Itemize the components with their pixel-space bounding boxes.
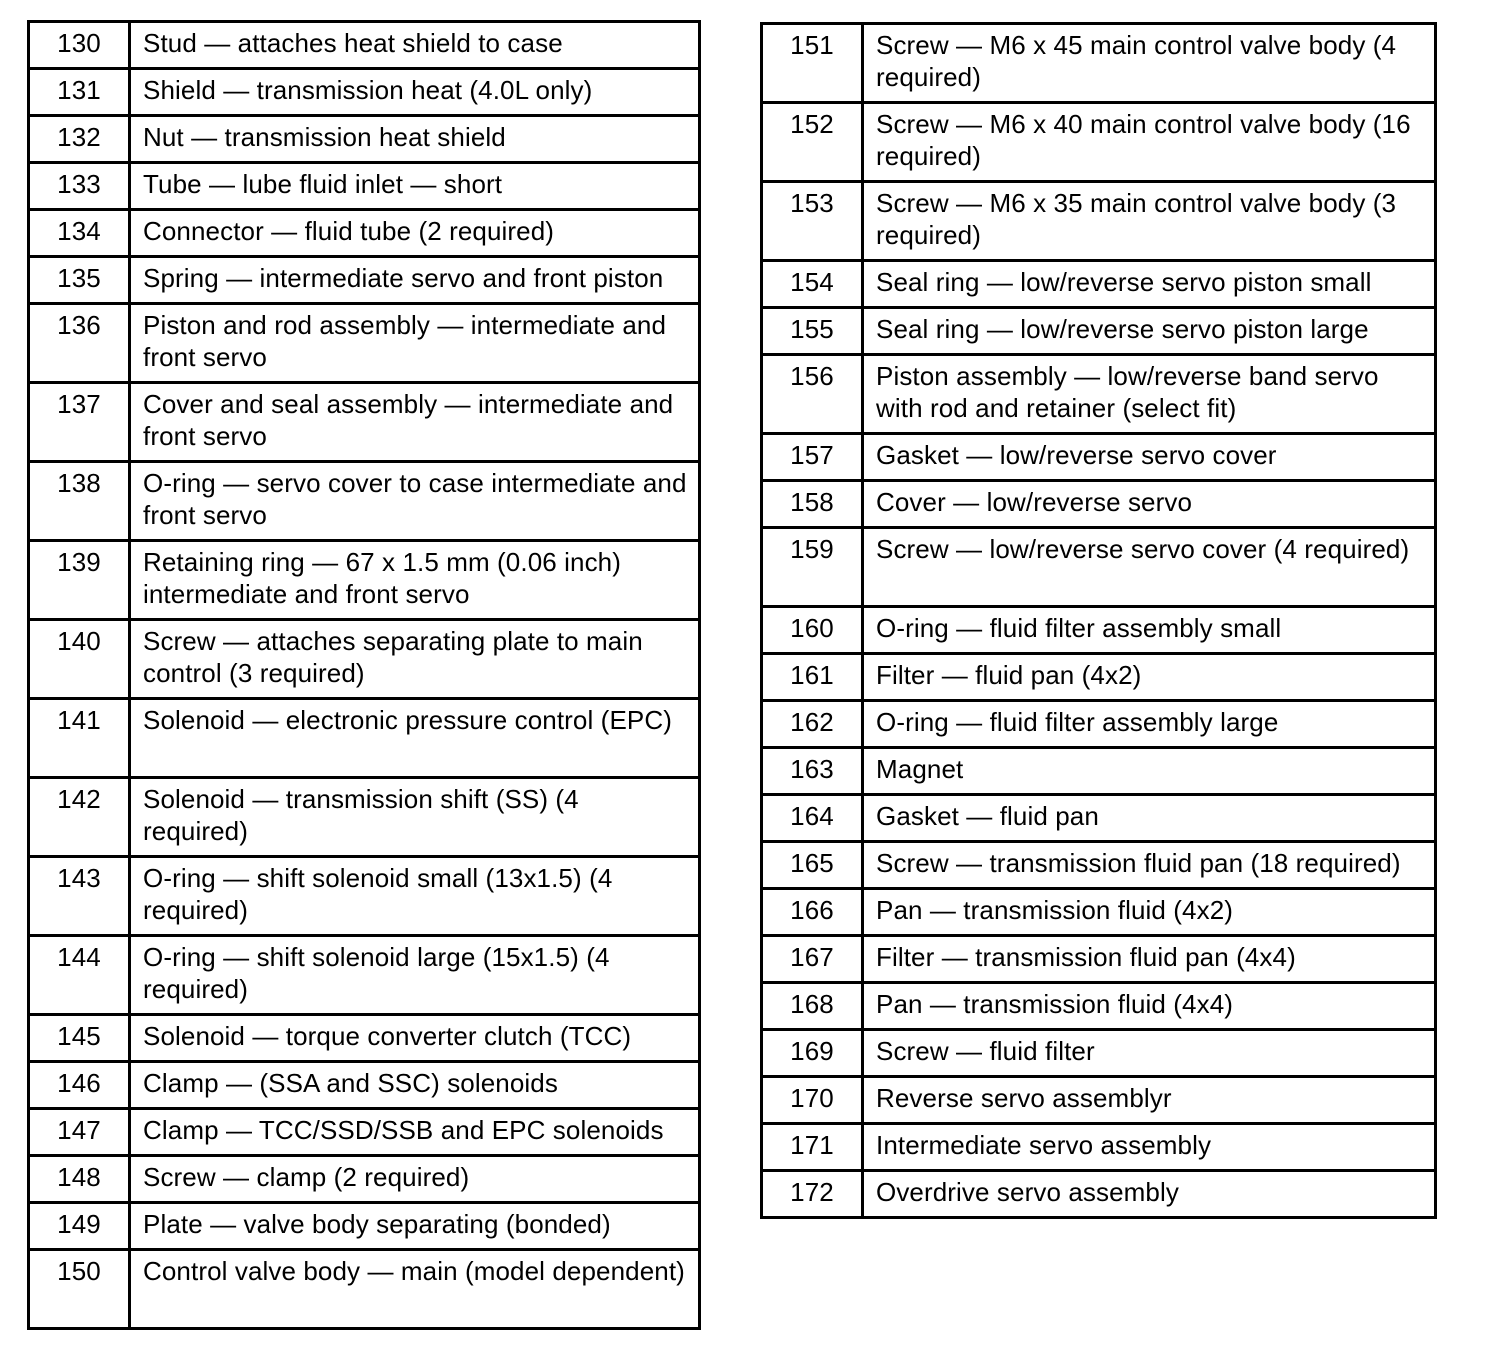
part-number: 152: [762, 103, 863, 182]
parts-table-right: [760, 22, 1437, 1219]
table-row: [762, 1124, 1436, 1171]
table-row: [762, 748, 1436, 795]
table-row: [762, 261, 1436, 308]
part-description: Nut — transmission heat shield: [130, 116, 700, 163]
part-number: 130: [29, 22, 130, 69]
part-description: Piston assembly — low/reverse band servo with rod and retainer (select fit): [863, 355, 1436, 434]
table-row: [29, 1015, 700, 1062]
part-number: 151: [762, 24, 863, 103]
table-row: [762, 795, 1436, 842]
table-row: [29, 383, 700, 462]
part-number: 155: [762, 308, 863, 355]
part-number: 164: [762, 795, 863, 842]
table-row: [29, 210, 700, 257]
part-number: 138: [29, 462, 130, 541]
part-number: 162: [762, 701, 863, 748]
part-description: Screw — M6 x 35 main control valve body (3 required): [863, 182, 1436, 261]
part-number: 171: [762, 1124, 863, 1171]
part-description: Screw — M6 x 40 main control valve body (16 required): [863, 103, 1436, 182]
table-row: [29, 620, 700, 699]
part-number: 169: [762, 1030, 863, 1077]
part-description: Stud — attaches heat shield to case: [130, 22, 700, 69]
part-description: Filter — transmission fluid pan (4x4): [863, 936, 1436, 983]
part-description: Solenoid — electronic pressure control (EPC): [130, 699, 700, 778]
table-row: [29, 116, 700, 163]
part-description: Spring — intermediate servo and front piston: [130, 257, 700, 304]
part-description: Clamp — TCC/SSD/SSB and EPC solenoids: [130, 1109, 700, 1156]
part-description: Gasket — low/reverse servo cover: [863, 434, 1436, 481]
table-row: [29, 304, 700, 383]
part-description: Shield — transmission heat (4.0L only): [130, 69, 700, 116]
part-number: 172: [762, 1171, 863, 1218]
table-row: [29, 1156, 700, 1203]
part-number: 131: [29, 69, 130, 116]
table-row: [762, 842, 1436, 889]
part-description: Screw — transmission fluid pan (18 required): [863, 842, 1436, 889]
part-number: 170: [762, 1077, 863, 1124]
table-row: [29, 857, 700, 936]
table-row: [29, 22, 700, 69]
part-description: Tube — lube fluid inlet — short: [130, 163, 700, 210]
part-number: 159: [762, 528, 863, 607]
table-row: [29, 257, 700, 304]
table-row: [762, 182, 1436, 261]
table-row: [29, 1062, 700, 1109]
part-description: Pan — transmission fluid (4x4): [863, 983, 1436, 1030]
part-number: 158: [762, 481, 863, 528]
part-number: 136: [29, 304, 130, 383]
table-row: [762, 528, 1436, 607]
part-description: Gasket — fluid pan: [863, 795, 1436, 842]
part-description: Seal ring — low/reverse servo piston small: [863, 261, 1436, 308]
table-row: [762, 701, 1436, 748]
part-number: 156: [762, 355, 863, 434]
part-number: 142: [29, 778, 130, 857]
table-row: [762, 607, 1436, 654]
table-row: [29, 69, 700, 116]
table-row: [762, 434, 1436, 481]
part-description: Connector — fluid tube (2 required): [130, 210, 700, 257]
table-row: [762, 983, 1436, 1030]
part-number: 133: [29, 163, 130, 210]
part-number: 168: [762, 983, 863, 1030]
part-number: 167: [762, 936, 863, 983]
part-description: Solenoid — torque converter clutch (TCC): [130, 1015, 700, 1062]
table-row: [29, 462, 700, 541]
table-row: [29, 1250, 700, 1329]
part-number: 143: [29, 857, 130, 936]
part-description: Control valve body — main (model dependent): [130, 1250, 700, 1329]
table-row: [762, 889, 1436, 936]
part-description: O-ring — fluid filter assembly small: [863, 607, 1436, 654]
part-number: 137: [29, 383, 130, 462]
part-number: 139: [29, 541, 130, 620]
part-number: 148: [29, 1156, 130, 1203]
part-description: Overdrive servo assembly: [863, 1171, 1436, 1218]
part-number: 134: [29, 210, 130, 257]
part-number: 150: [29, 1250, 130, 1329]
part-description: Pan — transmission fluid (4x2): [863, 889, 1436, 936]
part-number: 140: [29, 620, 130, 699]
table-row: [29, 936, 700, 1015]
part-number: 135: [29, 257, 130, 304]
part-description: Screw — low/reverse servo cover (4 required): [863, 528, 1436, 607]
table-row: [762, 481, 1436, 528]
table-row: [29, 1109, 700, 1156]
table-row: [29, 1203, 700, 1250]
part-description: Solenoid — transmission shift (SS) (4 required): [130, 778, 700, 857]
part-description: O-ring — fluid filter assembly large: [863, 701, 1436, 748]
table-row: [29, 541, 700, 620]
part-description: Retaining ring — 67 x 1.5 mm (0.06 inch) intermediate and front servo: [130, 541, 700, 620]
part-description: Piston and rod assembly — intermediate and front servo: [130, 304, 700, 383]
table-row: [29, 778, 700, 857]
part-description: Seal ring — low/reverse servo piston large: [863, 308, 1436, 355]
part-description: Cover — low/reverse servo: [863, 481, 1436, 528]
table-row: [762, 936, 1436, 983]
part-description: Plate — valve body separating (bonded): [130, 1203, 700, 1250]
part-description: Cover and seal assembly — intermediate and front servo: [130, 383, 700, 462]
part-number: 146: [29, 1062, 130, 1109]
table-row: [762, 308, 1436, 355]
part-description: Reverse servo assemblyr: [863, 1077, 1436, 1124]
part-description: Screw — clamp (2 required): [130, 1156, 700, 1203]
part-number: 161: [762, 654, 863, 701]
part-number: 141: [29, 699, 130, 778]
part-number: 163: [762, 748, 863, 795]
part-number: 144: [29, 936, 130, 1015]
part-number: 157: [762, 434, 863, 481]
part-description: Screw — M6 x 45 main control valve body (4 required): [863, 24, 1436, 103]
table-row: [762, 654, 1436, 701]
part-number: 145: [29, 1015, 130, 1062]
part-number: 165: [762, 842, 863, 889]
table-row: [29, 699, 700, 778]
part-description: O-ring — shift solenoid large (15x1.5) (4 required): [130, 936, 700, 1015]
part-description: O-ring — shift solenoid small (13x1.5) (4 required): [130, 857, 700, 936]
part-description: Screw — attaches separating plate to main control (3 required): [130, 620, 700, 699]
part-number: 153: [762, 182, 863, 261]
table-row: [762, 355, 1436, 434]
part-number: 154: [762, 261, 863, 308]
table-row: [29, 163, 700, 210]
table-row: [762, 1030, 1436, 1077]
part-number: 160: [762, 607, 863, 654]
part-number: 149: [29, 1203, 130, 1250]
parts-table-left: [27, 20, 701, 1330]
part-number: 166: [762, 889, 863, 936]
part-description: Intermediate servo assembly: [863, 1124, 1436, 1171]
table-row: [762, 103, 1436, 182]
part-number: 132: [29, 116, 130, 163]
part-description: Filter — fluid pan (4x2): [863, 654, 1436, 701]
table-row: [762, 24, 1436, 103]
part-description: Screw — fluid filter: [863, 1030, 1436, 1077]
part-number: 147: [29, 1109, 130, 1156]
table-row: [762, 1171, 1436, 1218]
part-description: O-ring — servo cover to case intermediate and front servo: [130, 462, 700, 541]
table-row: [762, 1077, 1436, 1124]
part-description: Clamp — (SSA and SSC) solenoids: [130, 1062, 700, 1109]
part-description: Magnet: [863, 748, 1436, 795]
